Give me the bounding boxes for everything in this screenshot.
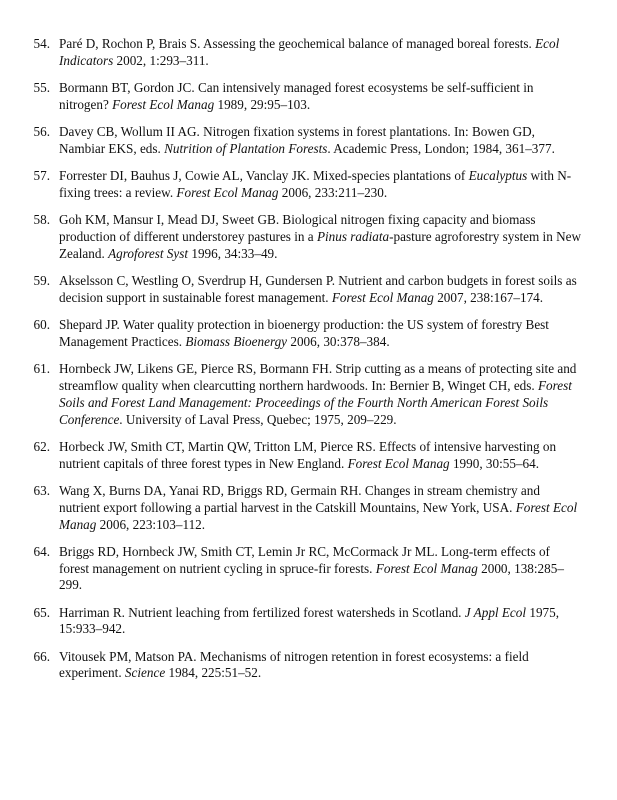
reference-item xyxy=(0,317,617,351)
reference-item xyxy=(0,273,617,307)
reference-text: Akselsson C, Westling O, Sverdrup H, Gundersen P. Nutrient and carbon budgets in forest soils as decision support in sustainable forest management. Forest Ecol Manag 2007, 238:167–174. xyxy=(59,272,577,305)
reference-item xyxy=(0,361,617,429)
reference-item xyxy=(0,124,617,158)
reference-number: 56. xyxy=(33,124,50,139)
reference-item xyxy=(0,212,617,263)
reference-list xyxy=(0,36,617,693)
reference-text: Paré D, Rochon P, Brais S. Assessing the geochemical balance of managed boreal forests. Ecol Indicators 2002, 1:293–311. xyxy=(59,36,560,68)
reference-text: Shepard JP. Water quality protection in bioenergy production: the US system of forestry Best Management Practices. Biomass Bioenergy 2006, 30:378–384. xyxy=(59,316,549,349)
reference-text: Vitousek PM, Matson PA. Mechanisms of nitrogen retention in forest ecosystems: a field experiment. Science 1984, 225:51–52. xyxy=(59,648,529,681)
reference-number: 65. xyxy=(33,604,50,620)
reference-item xyxy=(0,168,617,202)
reference-number: 64. xyxy=(33,543,50,559)
reference-number: 59. xyxy=(33,272,50,288)
reference-text: Hornbeck JW, Likens GE, Pierce RS, Bormann FH. Strip cutting as a means of protecting site and streamflow quality when clearcutting northern hardwoods. In: Bernier B, Winget CH, eds. Forest Soils and Forest Land Management: Proceedings of the Fourth North American Forest Soils Conference. University of Laval Press, Quebec; 1975, 209–229. xyxy=(59,360,577,427)
reference-item xyxy=(0,80,617,114)
reference-number: 62. xyxy=(33,438,50,454)
reference-number: 63. xyxy=(33,482,50,498)
reference-number: 61. xyxy=(33,360,50,376)
reference-number: 57. xyxy=(33,168,50,183)
reference-item xyxy=(0,439,617,473)
reference-number: 54. xyxy=(33,36,50,51)
reference-number: 60. xyxy=(33,316,50,332)
reference-text: Forrester DI, Bauhus J, Cowie AL, Vanclay JK. Mixed-species plantations of Eucalyptus with N-fixing trees: a review. Forest Ecol Manag 2006, 233:211–230. xyxy=(59,168,572,200)
reference-item xyxy=(0,649,617,683)
reference-text: Harriman R. Nutrient leaching from fertilized forest watersheds in Scotland. J Appl Ecol 1975, 15:933–942. xyxy=(59,604,560,637)
reference-text: Bormann BT, Gordon JC. Can intensively managed forest ecosystems be self-sufficient in nitrogen? Forest Ecol Manag 1989, 29:95–103. xyxy=(59,80,534,112)
reference-item xyxy=(0,544,617,595)
reference-text: Davey CB, Wollum II AG. Nitrogen fixation systems in forest plantations. In: Bowen GD, Nambiar EKS, eds. Nutrition of Plantation Forests. Academic Press, London; 1984, 361–377. xyxy=(59,124,555,156)
reference-item xyxy=(0,483,617,534)
reference-number: 58. xyxy=(33,212,50,227)
reference-item xyxy=(0,605,617,639)
reference-number: 55. xyxy=(33,80,50,95)
reference-text: Goh KM, Mansur I, Mead DJ, Sweet GB. Biological nitrogen fixing capacity and biomass production of different understorey pastures in a Pinus radiata-pasture agroforestry system in New Zealand. Agroforest Syst 1996, 34:33–49. xyxy=(59,212,582,261)
reference-number: 66. xyxy=(33,648,50,664)
reference-item xyxy=(0,36,617,70)
reference-text: Horbeck JW, Smith CT, Martin QW, Tritton LM, Pierce RS. Effects of intensive harvesting on nutrient capitals of three forest types in New England. Forest Ecol Manag 1990, 30:55–64. xyxy=(59,438,557,471)
reference-text: Briggs RD, Hornbeck JW, Smith CT, Lemin Jr RC, McCormack Jr ML. Long-term effects of forest management on nutrient cycling in spruce-fir forests. Forest Ecol Manag 2000, 138:285–299. xyxy=(59,543,564,593)
reference-text: Wang X, Burns DA, Yanai RD, Briggs RD, Germain RH. Changes in stream chemistry and nutrient export following a partial harvest in the Catskill Mountains, New York, USA. Forest Ecol Manag 2006, 223:103–112. xyxy=(59,482,578,532)
